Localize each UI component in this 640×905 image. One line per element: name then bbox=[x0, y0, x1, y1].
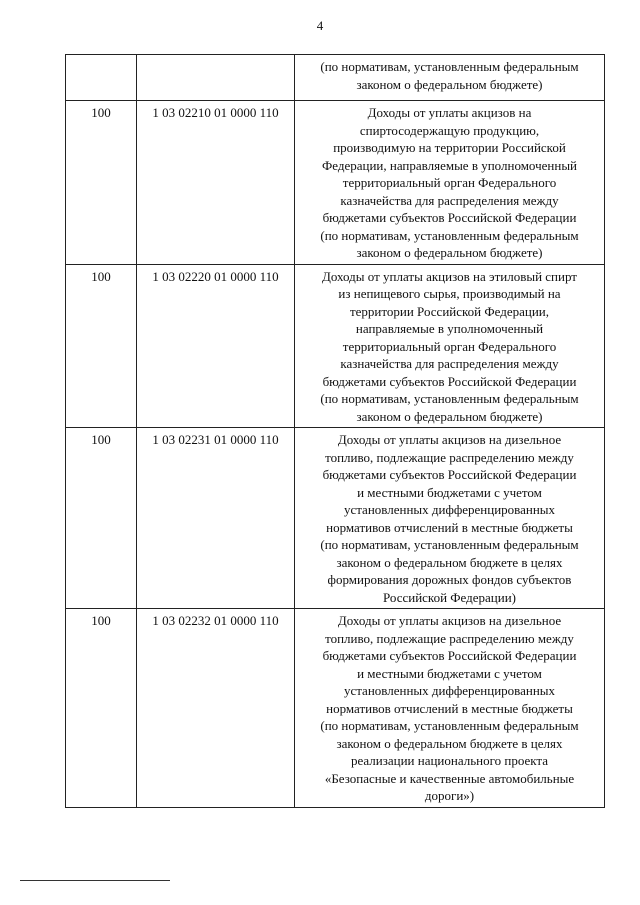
revenue-name-line: (по нормативам, установленным федеральным bbox=[320, 718, 579, 733]
revenue-name-line: бюджетами субъектов Российской Федерации bbox=[322, 467, 577, 482]
revenue-name-line: законом о федеральном бюджете) bbox=[356, 245, 543, 260]
table-row bbox=[66, 55, 605, 101]
revenue-name-line: территориальный орган Федерального bbox=[342, 175, 557, 190]
revenue-name-line: установленных дифференцированных bbox=[343, 502, 556, 517]
revenue-name-line: и местными бюджетами с учетом bbox=[357, 484, 542, 500]
revenue-name-line: законом о федеральном бюджете в целях bbox=[336, 735, 563, 751]
budget-code-cell bbox=[137, 55, 295, 101]
revenue-name-line: дороги») bbox=[424, 788, 475, 803]
admin-code-cell bbox=[66, 55, 137, 101]
revenue-name-line: нормативов отчислений в местные бюджеты bbox=[326, 519, 573, 535]
revenue-codes-table bbox=[65, 54, 605, 808]
revenue-name-line: формирования дорожных фондов субъектов bbox=[327, 572, 572, 587]
admin-code-cell: 100 bbox=[66, 609, 137, 808]
page-number: 4 bbox=[316, 18, 324, 33]
revenue-name-line: Доходы от уплаты акцизов на дизельное bbox=[337, 432, 562, 447]
revenue-name-line: топливо, подлежащие распределению между bbox=[325, 630, 574, 646]
table-row bbox=[66, 428, 605, 609]
revenue-name-line: «Безопасные и качественные автомобильные bbox=[324, 770, 575, 786]
revenue-name-line: Доходы от уплаты акцизов на дизельное bbox=[337, 613, 562, 628]
revenue-name-line: установленных дифференцированных bbox=[343, 683, 556, 698]
revenue-name-line: Доходы от уплаты акцизов на bbox=[367, 105, 532, 120]
admin-code-cell: 100 bbox=[66, 101, 137, 265]
revenue-name-line: и местными бюджетами с учетом bbox=[357, 665, 542, 681]
revenue-name-line: Федерации, направляемые в уполномоченный bbox=[321, 157, 578, 173]
revenue-name-line: производимую на территории Российской bbox=[333, 140, 566, 155]
revenue-name-line: Российской Федерации) bbox=[382, 589, 517, 605]
table-row bbox=[66, 609, 605, 808]
revenue-name-line: (по нормативам, установленным федеральным bbox=[320, 227, 579, 243]
revenue-name-line: бюджетами субъектов Российской Федерации bbox=[322, 210, 577, 225]
revenue-name-line: топливо, подлежащие распределению между bbox=[325, 449, 574, 465]
revenue-name-line: из непищевого сырья, производимый на bbox=[338, 286, 561, 301]
revenue-name-line: спиртосодержащую продукцию, bbox=[359, 122, 540, 138]
budget-code-cell: 1 03 02210 01 0000 110 bbox=[137, 101, 295, 265]
revenue-name-line: казначейства для распределения между bbox=[340, 356, 559, 371]
revenue-name-line: Доходы от уплаты акцизов на этиловый спирт bbox=[322, 268, 577, 284]
revenue-name-cell bbox=[295, 609, 605, 808]
table-row bbox=[66, 101, 605, 265]
revenue-name-line: (по нормативам, установленным федеральным bbox=[320, 391, 579, 406]
revenue-name-cell bbox=[295, 428, 605, 609]
revenue-name-line: казначейства для распределения между bbox=[340, 192, 559, 208]
revenue-name-cell bbox=[295, 55, 605, 101]
footnote-separator bbox=[20, 880, 170, 881]
revenue-name-line: (по нормативам, установленным федеральным bbox=[320, 537, 579, 552]
budget-code-cell: 1 03 02220 01 0000 110 bbox=[137, 264, 295, 428]
table-row bbox=[66, 264, 605, 428]
revenue-name-line: территории Российской Федерации, bbox=[349, 303, 550, 319]
admin-code-cell: 100 bbox=[66, 264, 137, 428]
revenue-name-line: законом о федеральном бюджете) bbox=[356, 408, 543, 424]
budget-code-cell: 1 03 02231 01 0000 110 bbox=[137, 428, 295, 609]
revenue-name-line: нормативов отчислений в местные бюджеты bbox=[326, 700, 573, 716]
revenue-name-line: направляемые в уполномоченный bbox=[355, 321, 544, 336]
revenue-name-line: законом о федеральном бюджете в целях bbox=[336, 554, 563, 570]
revenue-name-line: территориальный орган Федерального bbox=[342, 338, 557, 354]
revenue-name-line: реализации национального проекта bbox=[350, 753, 549, 768]
revenue-name-line: бюджетами субъектов Российской Федерации bbox=[322, 373, 577, 389]
revenue-name-cell bbox=[295, 264, 605, 428]
revenue-name-line: законом о федеральном бюджете) bbox=[356, 76, 543, 92]
revenue-name-cell bbox=[295, 101, 605, 265]
revenue-name-line: (по нормативам, установленным федеральным bbox=[320, 59, 579, 74]
table-body bbox=[66, 55, 605, 808]
budget-code-cell: 1 03 02232 01 0000 110 bbox=[137, 609, 295, 808]
revenue-name-line: бюджетами субъектов Российской Федерации bbox=[322, 648, 577, 663]
admin-code-cell: 100 bbox=[66, 428, 137, 609]
